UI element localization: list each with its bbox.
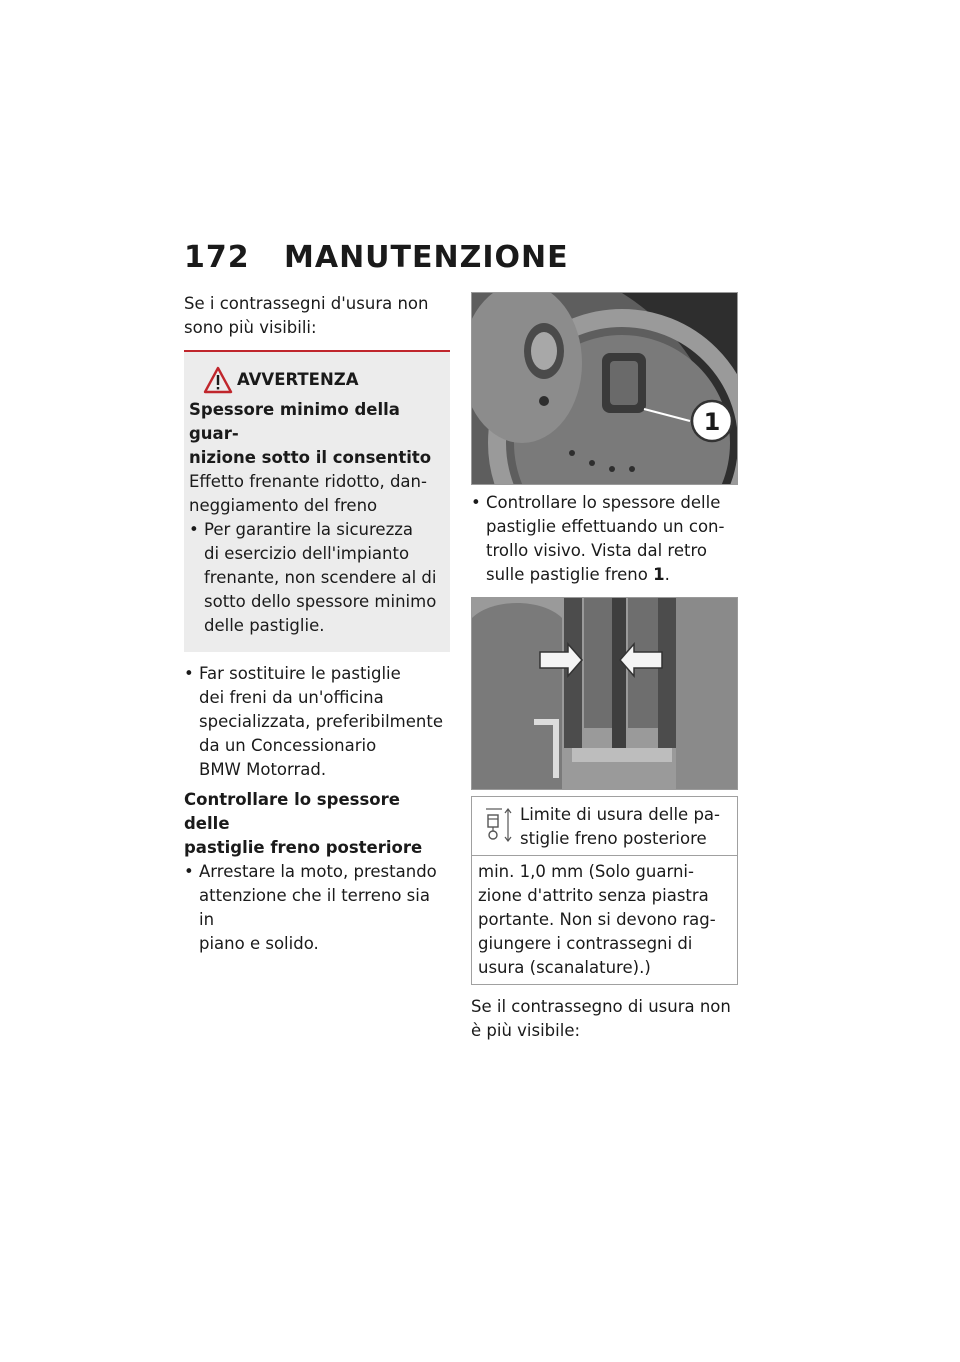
- bullet-line: sulle pastiglie freno 1.: [486, 565, 670, 584]
- intro-text: Se i contrassegni d'usura non: [184, 294, 429, 313]
- bullet-line: delle pastiglie.: [204, 616, 325, 635]
- bullet-line: • Far sostituire le pastiglie: [199, 664, 401, 683]
- figure-callout-1: 1: [703, 408, 721, 436]
- spec-header: [472, 797, 737, 856]
- bullet-line: • Controllare lo spessore delle: [486, 493, 721, 512]
- bullet-line: da un Concessionario: [199, 736, 377, 755]
- bullet-line: pastiglie effettuando un con-: [486, 517, 725, 536]
- warning-heading: Spessore minimo della guar-: [189, 400, 400, 443]
- wear-limit-spec-box: [471, 796, 738, 985]
- warning-text: neggiamento del freno: [189, 496, 378, 515]
- bullet-line: trollo visivo. Vista dal retro: [486, 541, 707, 560]
- section-title: pastiglie freno posteriore: [184, 838, 423, 857]
- bullet-line: attenzione che il terreno sia in: [199, 886, 430, 929]
- bullet-line: • Arrestare la moto, prestando: [199, 862, 437, 881]
- bullet-line: specializzata, preferibilmente: [199, 712, 443, 731]
- bullet-line: • Per garantire la sicurezza: [204, 520, 414, 539]
- intro-text: sono più visibili:: [184, 318, 317, 337]
- warning-text: Effetto frenante ridotto, dan-: [189, 472, 427, 491]
- replace-pads-bullet: [184, 662, 450, 782]
- section-title: Controllare lo spessore delle: [184, 790, 400, 833]
- rear-brake-photo: [471, 292, 738, 485]
- spec-title: Limite di usura delle pa- stiglie freno posteriore: [520, 805, 720, 848]
- outro-text: è più visibile:: [471, 1021, 581, 1040]
- warning-label: AVVERTENZA: [237, 370, 359, 389]
- bullet-line: BMW Motorrad.: [199, 760, 327, 779]
- bullet-line: sotto dello spessore minimo: [204, 592, 437, 611]
- bullet-line: di esercizio dell'impianto: [204, 544, 410, 563]
- bullet-line: piano e solido.: [199, 934, 319, 953]
- brake-pad-closeup: [471, 597, 738, 790]
- brake-pad-illustration: [472, 598, 737, 789]
- right-column: [471, 292, 738, 1043]
- page-header: [184, 240, 744, 284]
- bullet-line: dei freni da un'officina: [199, 688, 384, 707]
- warning-box: [184, 350, 450, 652]
- check-pads-bullet: [471, 491, 738, 587]
- pad-ref: 1: [653, 565, 665, 584]
- left-column: [184, 292, 450, 956]
- rear-brake-illustration: [472, 293, 737, 484]
- stop-bike-bullet: [184, 860, 450, 956]
- spec-value: min. 1,0 mm (Solo guarni- zione d'attrito senza piastra portante. Non si devono rag- giungere i contrassegni di usura (scanalature).): [478, 862, 716, 977]
- warning-header: [189, 366, 444, 398]
- warning-bullet: [189, 518, 444, 638]
- warning-heading: nizione sotto il consentito: [189, 448, 432, 467]
- chapter-title: MANUTENZIONE: [284, 240, 569, 275]
- brake-pad-wear-icon: [482, 805, 516, 845]
- outro-text: Se il contrassegno di usura non: [471, 997, 731, 1016]
- warning-triangle-icon: [203, 366, 233, 394]
- page-number: 172: [184, 240, 250, 275]
- bullet-line: frenante, non scendere al di: [204, 568, 437, 587]
